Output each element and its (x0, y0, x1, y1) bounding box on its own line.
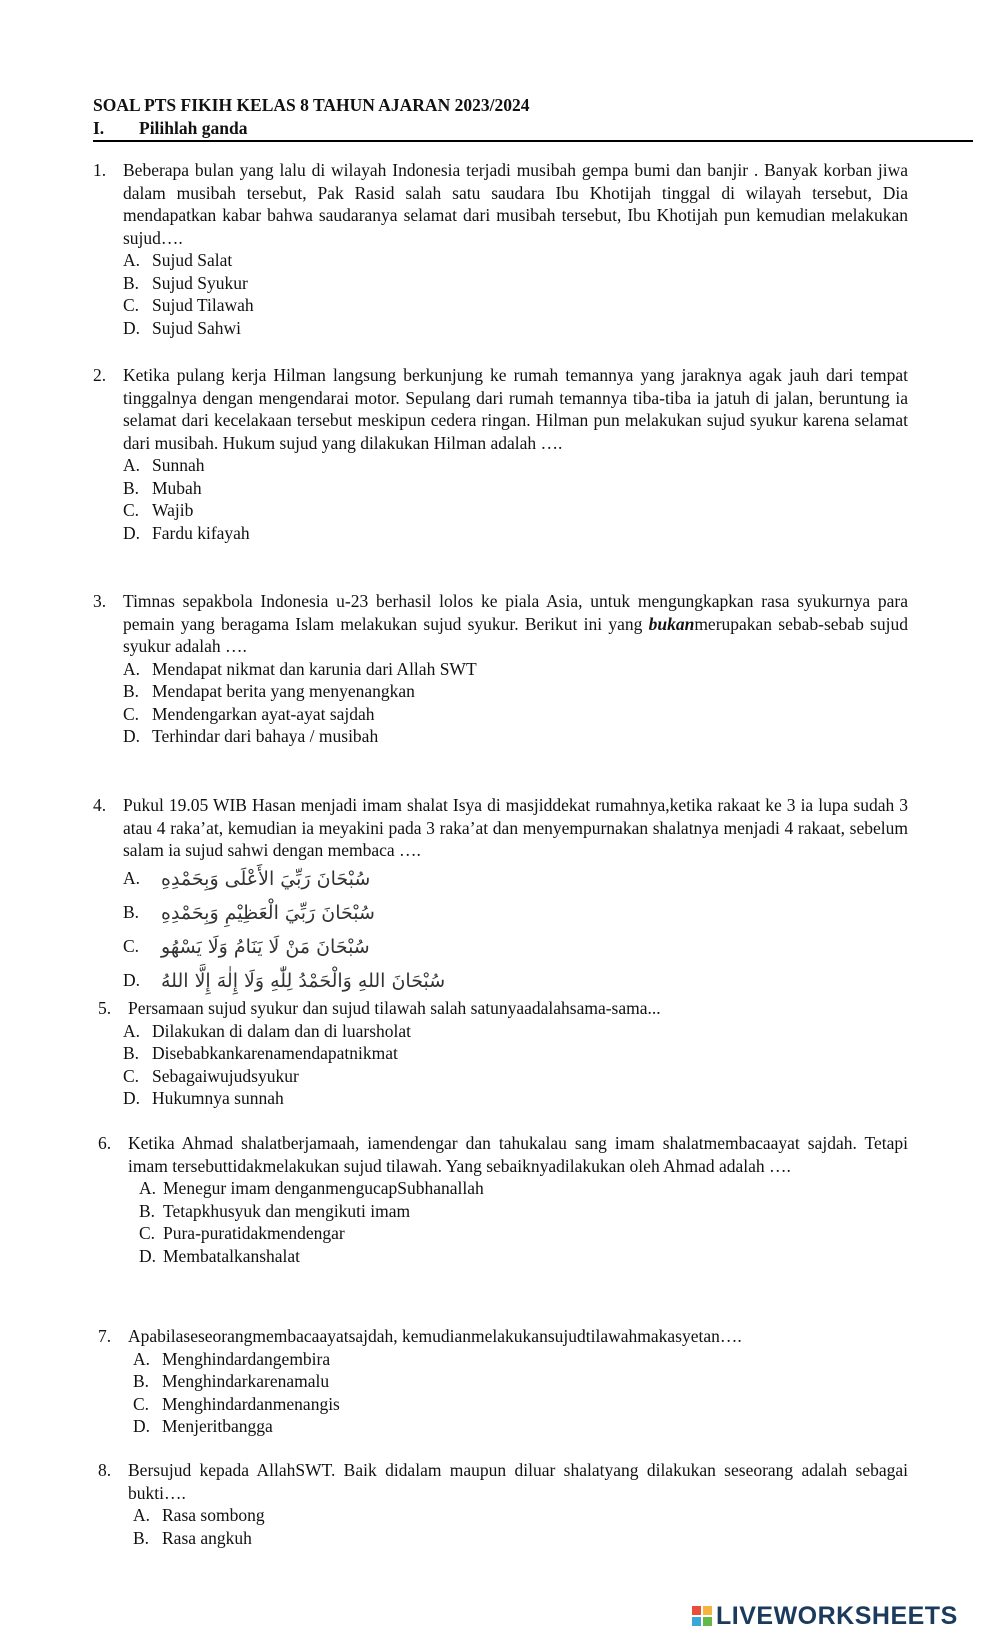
logo-square (703, 1606, 712, 1615)
option-text: Wajib (152, 500, 194, 520)
option-c[interactable] (123, 1065, 908, 1088)
question-8 (93, 1459, 908, 1549)
question-text: Apabilaseseorangmembacaayatsajdah, kemudianmelakukansujudtilawahmakasyetan…. (128, 1326, 742, 1346)
option-a[interactable] (133, 1348, 908, 1371)
option-text: Pura-puratidakmendengar (163, 1223, 345, 1243)
question-text: Persamaan sujud syukur dan sujud tilawah salah satunyaadalahsama-sama... (128, 998, 661, 1018)
question-number: 7. (98, 1326, 112, 1346)
option-d[interactable] (123, 317, 908, 340)
option-letter: A. (123, 455, 141, 475)
option-text: Tetapkhusyuk dan mengikuti imam (163, 1200, 411, 1221)
option-a[interactable] (133, 1504, 908, 1527)
option-text: Terhindar dari bahaya / musibah (152, 726, 379, 746)
option-list (133, 1504, 908, 1549)
logo-square (703, 1617, 712, 1626)
option-d[interactable] (123, 1087, 908, 1110)
option-text: Sujud Sahwi (152, 317, 241, 338)
option-letter: A. (133, 1505, 151, 1525)
option-text: Sunnah (152, 455, 205, 475)
option-arabic-text: سُبْحَانَ اللهِ وَالْحَمْدُ لِلّٰهِ وَلَا إِلٰهَ إِلَّا اللهُ (161, 969, 446, 992)
option-c[interactable] (123, 499, 908, 522)
option-list (123, 249, 908, 339)
header-divider (93, 140, 973, 142)
question-text: Pukul 19.05 WIB Hasan menjadi imam shalat Isya di masjiddekat rumahnya,ketika rakaat ke 3 ia lupa sudah 3 atau 4 raka’at, kemudian ia meyakini pada 3 raka’at dan menyempurnakan shalatnya menjadi 4 rakaat, sebelum salam ia sujud sahwi dengan membaca …. (123, 795, 908, 860)
option-letter: D. (123, 970, 141, 991)
question-number: 1. (93, 160, 107, 180)
section-heading (93, 117, 247, 140)
question-text: Ketika pulang kerja Hilman langsung berkunjung ke rumah temannya yang jaraknya agak jauh dari tempat tinggalnya dengan mengendarai motor. Sepulang dari rumah temannya tiba-tiba ia jatuh di jalan, beruntung ia selamat dari kecelakaan tersebut meskipun cedera ringan. Hilman pun melakukan sujud syukur karena selamat dari musibah. Hukum sujud yang dilakukan Hilman adalah …. (123, 365, 908, 453)
option-letter: B. (123, 477, 140, 498)
option-letter: A. (123, 250, 141, 270)
option-letter: D. (133, 1416, 151, 1436)
logo-square (692, 1606, 701, 1615)
question-number: 3. (93, 591, 107, 611)
option-b[interactable] (123, 272, 908, 295)
question-text: Ketika Ahmad shalatberjamaah, iamendengar dan tahukalau sang imam shalatmembacaayat sajdah. Tetapi imam tersebuttidakmelakukan sujud tilawah. Yang sebaiknyadilakukan oleh Ahmad adalah …. (128, 1133, 908, 1176)
option-d[interactable] (123, 725, 908, 748)
option-b[interactable] (123, 477, 908, 500)
option-text: Rasa sombong (162, 1505, 265, 1525)
option-letter: A. (123, 868, 141, 889)
option-text: Fardu kifayah (152, 522, 250, 543)
question-number: 8. (98, 1460, 112, 1480)
option-letter: A. (123, 658, 141, 679)
option-b[interactable] (139, 1200, 908, 1223)
option-b[interactable] (123, 1042, 908, 1065)
question-number: 6. (98, 1133, 112, 1153)
option-letter: A. (133, 1348, 151, 1369)
question-1 (93, 159, 908, 339)
option-text: Menghindardanmenangis (162, 1393, 340, 1414)
option-arabic-text: سُبْحَانَ رَبِّيَ الأَعْلَى وَبِحَمْدِهِ (161, 867, 371, 890)
option-letter: B. (123, 681, 140, 701)
question-2 (93, 364, 908, 544)
option-text: Sujud Tilawah (152, 295, 254, 315)
option-c[interactable] (123, 703, 908, 726)
section-title: Pilihlah ganda (139, 118, 248, 138)
logo-squares-icon (692, 1606, 712, 1626)
question-number: 4. (93, 795, 107, 815)
question-text (123, 590, 908, 658)
option-text: Mendapat berita yang menyenangkan (152, 681, 415, 701)
option-letter: D. (123, 726, 141, 746)
option-text: Mendengarkan ayat-ayat sajdah (152, 703, 375, 724)
option-b[interactable] (133, 1370, 908, 1393)
question-4 (93, 794, 908, 998)
option-list (123, 658, 908, 748)
option-text: Dilakukan di dalam dan di luarsholat (152, 1020, 412, 1041)
option-text: Mubah (152, 477, 202, 498)
option-list (139, 1177, 908, 1267)
option-arabic-text: سُبْحَانَ مَنْ لَا يَنَامُ وَلَا يَسْهُو (161, 935, 370, 958)
liveworksheets-logo[interactable] (692, 1602, 958, 1630)
option-b[interactable] (123, 896, 908, 930)
option-letter: A. (139, 1178, 157, 1198)
question-number: 2. (93, 365, 107, 385)
option-text: Menegur imam denganmengucapSubhanallah (163, 1178, 484, 1198)
question-text-part: Timnas sepakbola Indonesia u-23 berhasil lolos ke piala Asia, untuk mengungkapkan rasa syukurnya para pemain yang beragama Islam melakukan sujud syukur. Berikut ini yang (123, 591, 908, 634)
option-letter: D. (123, 522, 141, 543)
question-text-part: merupakan sebab-sebab sujud syukur adalah …. (123, 613, 908, 656)
option-text: Disebabkankarenamendapatnikmat (152, 1043, 398, 1063)
logo-text: LIVEWORKSHEETS (716, 1602, 958, 1630)
option-a[interactable] (123, 658, 908, 681)
option-letter: D. (123, 1088, 141, 1108)
option-letter: C. (123, 1065, 140, 1086)
question-6 (93, 1132, 908, 1267)
option-b[interactable] (133, 1527, 908, 1550)
option-letter: B. (123, 1043, 140, 1063)
option-text: Rasa angkuh (162, 1527, 252, 1548)
option-text: Sujud Syukur (152, 272, 248, 293)
question-emphasis: bukan (648, 613, 695, 634)
question-5 (93, 997, 908, 1110)
option-arabic-text: سُبْحَانَ رَبِّيَ الْعَظِيْمِ وَبِحَمْدِهِ (161, 901, 375, 924)
option-letter: A. (123, 1020, 141, 1041)
option-letter: B. (123, 902, 140, 923)
option-text: Hukumnya sunnah (152, 1088, 284, 1108)
option-text: Menjeritbangga (162, 1416, 273, 1436)
option-letter: C. (133, 1393, 150, 1414)
option-text: Menghindarkarenamalu (162, 1371, 330, 1391)
option-letter: C. (123, 295, 140, 315)
option-d[interactable] (139, 1245, 908, 1268)
option-letter: B. (139, 1200, 156, 1221)
option-letter: C. (123, 703, 140, 724)
question-text: Beberapa bulan yang lalu di wilayah Indonesia terjadi musibah gempa bumi dan banjir . Banyak korban jiwa dalam musibah tersebut, Pak Rasid salah satu saudara Ibu Khotijah tinggal di wilayah tersebut, Dia mendapatkan kabar bahwa saudaranya selamat dari musibah tersebut, Ibu Khotijah pun kemudian melakukan sujud…. (123, 160, 908, 248)
question-text: Bersujud kepada AllahSWT. Baik didalam maupun diluar shalatyang dilakukan seseorang adalah sebagai bukti…. (128, 1460, 908, 1503)
option-letter: C. (123, 936, 140, 957)
option-letter: B. (133, 1527, 150, 1548)
question-3 (93, 590, 908, 748)
option-d[interactable] (133, 1415, 908, 1438)
option-c[interactable] (123, 294, 908, 317)
option-a[interactable] (123, 454, 908, 477)
option-text: Sujud Salat (152, 250, 233, 270)
question-7 (93, 1325, 908, 1438)
option-list (123, 862, 908, 998)
option-d[interactable] (123, 522, 908, 545)
option-a[interactable] (123, 862, 908, 896)
option-text: Mendapat nikmat dan karunia dari Allah SWT (152, 658, 477, 679)
option-letter: B. (133, 1371, 150, 1391)
option-d[interactable] (123, 964, 908, 998)
question-number: 5. (98, 998, 112, 1018)
section-number: I. (93, 118, 105, 138)
option-letter: D. (123, 317, 141, 338)
option-letter: B. (123, 272, 140, 293)
option-a[interactable] (139, 1177, 908, 1200)
option-text: Membatalkanshalat (163, 1245, 301, 1266)
option-c[interactable] (139, 1222, 908, 1245)
option-list (123, 454, 908, 544)
option-c[interactable] (133, 1393, 908, 1416)
option-b[interactable] (123, 680, 908, 703)
option-text: Sebagaiwujudsyukur (152, 1065, 299, 1086)
option-letter: D. (139, 1245, 157, 1266)
option-a[interactable] (123, 249, 908, 272)
option-letter: C. (123, 500, 140, 520)
page-title: SOAL PTS FIKIH KELAS 8 TAHUN AJARAN 2023/2024 (93, 95, 530, 115)
option-a[interactable] (123, 1020, 908, 1043)
option-text: Menghindardangembira (162, 1348, 331, 1369)
logo-square (692, 1617, 701, 1626)
option-list (123, 1020, 908, 1110)
option-c[interactable] (123, 930, 908, 964)
option-list (133, 1348, 908, 1438)
option-letter: C. (139, 1223, 156, 1243)
